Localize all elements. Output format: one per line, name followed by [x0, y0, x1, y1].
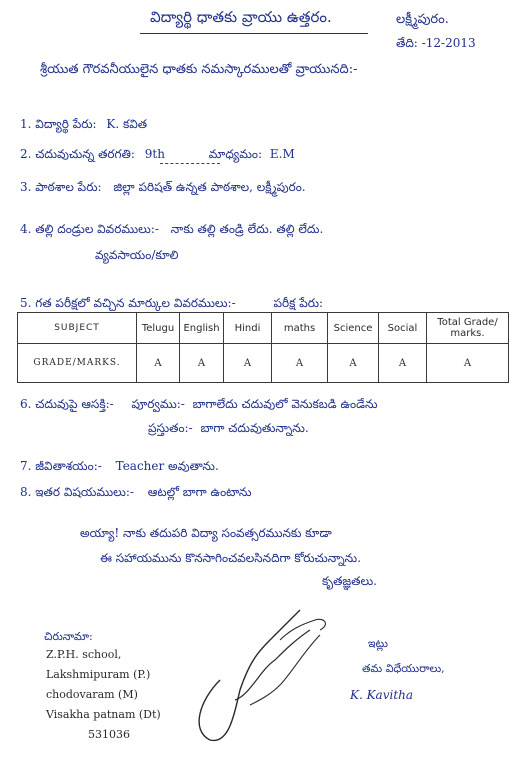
- field-number: 3.: [20, 180, 32, 194]
- past-value: బాగాలేదు చదువులో వెనుకబడి ఉండేను: [192, 397, 378, 411]
- field-number: 7.: [20, 459, 32, 473]
- date-label: తేది:: [396, 36, 418, 50]
- signoff-name: K. Kavitha: [350, 688, 414, 702]
- medium-value: E.M: [269, 147, 295, 161]
- field-label: చదువుచున్న తరగతి:: [35, 147, 135, 161]
- present-value: బాగా చదువుతున్నాను.: [200, 421, 309, 435]
- table-row-label: GRADE/MARKS.: [18, 344, 137, 383]
- field-label: విద్యార్థి పేరు:: [35, 117, 97, 131]
- field-school: [20, 180, 306, 197]
- grade-cell: A: [427, 344, 509, 383]
- title-underline: [140, 33, 368, 34]
- fill-dash: [160, 163, 220, 164]
- exam-name-label: పరీక్ష పేరు:: [273, 296, 324, 310]
- table-header-cell: Science: [328, 313, 379, 344]
- signoff-line-2: తమ విధేయురాలు,: [362, 662, 445, 675]
- field-label: చదువుపై ఆసక్తి:-: [35, 397, 114, 411]
- signoff-line-1: ఇట్లు: [368, 637, 388, 650]
- field-value: 9th: [144, 147, 165, 161]
- grade-cell: A: [180, 344, 224, 383]
- field-value: ఆటల్లో బాగా ఉంటాను: [147, 485, 252, 499]
- date-value: -12-2013: [421, 36, 476, 50]
- grade-cell: A: [379, 344, 427, 383]
- field-label: పాఠశాల పేరు:: [35, 180, 102, 194]
- past-label: పూర్వము:-: [131, 397, 185, 411]
- salutation: శ్రీయుత గౌరవనీయులైన ధాతకు నమస్కారములతో వ్రాయునది:-: [40, 62, 358, 77]
- closing-thanks: కృతజ్ఞతలు.: [322, 574, 377, 588]
- field-marks: [20, 296, 323, 313]
- medium-label: మాధ్యమం:: [208, 147, 263, 161]
- field-other: [20, 485, 252, 502]
- field-parents: [20, 222, 323, 239]
- table-header-cell: Social: [379, 313, 427, 344]
- field-goal: [20, 459, 219, 476]
- grade-cell: A: [137, 344, 180, 383]
- letter-title: విద్యార్థి ధాతకు వ్రాయు ఉత్తరం.: [150, 8, 332, 26]
- present-label: ప్రస్తుతం:-: [148, 421, 193, 435]
- field-interest-present: [148, 421, 309, 438]
- table-header-cell: Hindi: [224, 313, 272, 344]
- field-number: 5.: [20, 296, 32, 310]
- closing-line-2: ఈ సహాయమును కొనసాగించవలసినదిగా కోరుచున్నాను.: [100, 551, 362, 565]
- address-line: Visakha patnam (Dt): [46, 708, 161, 721]
- field-value: Teacher అవుతాను.: [115, 459, 219, 473]
- field-parents-occupation: వ్యవసాయం/కూలి: [95, 248, 179, 262]
- field-class: [20, 147, 295, 164]
- field-interest: [20, 397, 378, 414]
- field-value: K. కవిత: [106, 117, 148, 131]
- table-header-cell: maths: [272, 313, 328, 344]
- grade-cell: A: [224, 344, 272, 383]
- address-line: Z.P.H. school,: [46, 648, 122, 661]
- field-value: జిల్లా పరిషత్ ఉన్నత పాఠశాల, లక్ష్మీపురం.: [113, 180, 306, 194]
- address-line: Lakshmipuram (P.): [46, 668, 151, 681]
- field-number: 8.: [20, 485, 32, 499]
- table-header-cell: SUBJECT: [18, 313, 137, 344]
- table-header-row: [18, 313, 509, 344]
- field-number: 2.: [20, 147, 32, 161]
- field-label: గత పరీక్షలో వచ్చిన మార్కుల వివరములు:-: [35, 296, 236, 310]
- date-line: [396, 36, 476, 53]
- address-label: చిరునామా:: [44, 630, 93, 643]
- address-line: chodovaram (M): [46, 688, 138, 701]
- field-number: 1.: [20, 117, 32, 131]
- field-number: 4.: [20, 222, 32, 236]
- place-name: లక్ష్మీపురం.: [396, 12, 449, 27]
- table-header-cell: Total Grade/ marks.: [427, 313, 509, 344]
- field-number: 6.: [20, 397, 32, 411]
- closing-line-1: అయ్యా! నాకు తదుపరి విద్యా సంవత్సరమునకు కూడా: [80, 526, 332, 540]
- grade-cell: A: [328, 344, 379, 383]
- table-header-cell: Telugu: [137, 313, 180, 344]
- table-row: [18, 344, 509, 383]
- address-line: 531036: [88, 728, 130, 741]
- signature-scribble: [180, 600, 340, 750]
- grade-cell: A: [272, 344, 328, 383]
- table-header-cell: English: [180, 313, 224, 344]
- field-label: జీవితాశయం:-: [35, 459, 102, 473]
- field-value: నాకు తల్లి తండ్రి లేదు. తల్లి లేదు.: [170, 222, 324, 236]
- field-label: ఇతర విషయములు:-: [35, 485, 134, 499]
- grade-table: [17, 312, 509, 383]
- field-name: [20, 117, 147, 134]
- field-label: తల్లి దండ్రుల వివరములు:-: [35, 222, 159, 236]
